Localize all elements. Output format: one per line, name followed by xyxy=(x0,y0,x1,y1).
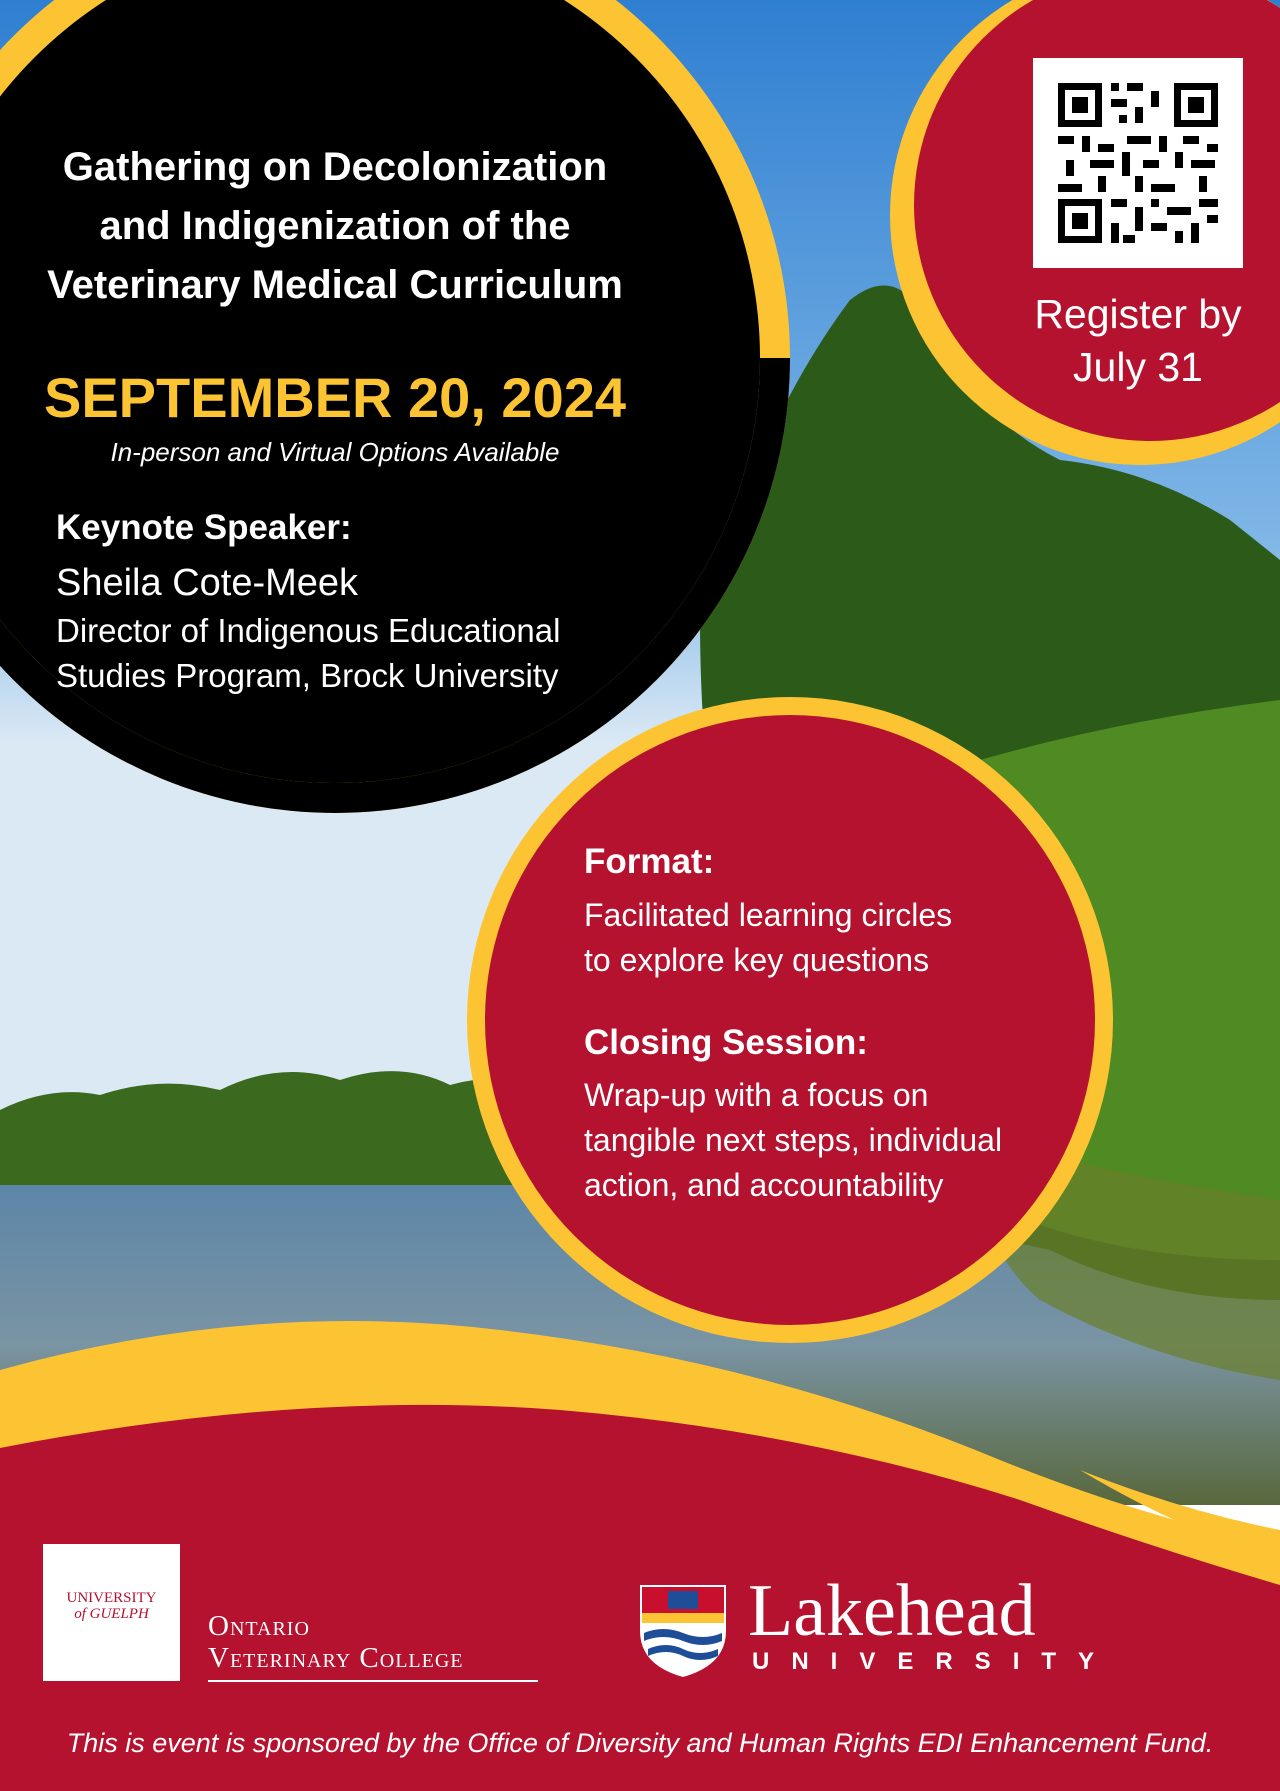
format-line: to explore key questions xyxy=(584,942,930,978)
registration-qr-code[interactable] xyxy=(1033,58,1243,268)
keynote-heading: Keynote Speaker: xyxy=(56,508,352,547)
format-description xyxy=(584,893,1054,983)
qr-code-icon xyxy=(1033,58,1243,268)
closing-line: tangible next steps, individual xyxy=(584,1122,1003,1158)
ontario-veterinary-college-logo xyxy=(208,1610,464,1674)
format-heading: Format: xyxy=(584,842,715,881)
guelph-logo-line: UNIVERSITY xyxy=(66,1590,157,1606)
closing-line: Wrap-up with a focus on xyxy=(584,1077,929,1113)
university-of-guelph-wordmark xyxy=(43,1590,180,1622)
keynote-role-line: Studies Program, Brock University xyxy=(56,657,559,694)
registration-deadline xyxy=(1006,288,1270,394)
registration-line: July 31 xyxy=(1073,344,1203,390)
closing-description xyxy=(584,1073,1054,1208)
ovc-underline xyxy=(208,1680,538,1682)
closing-line: action, and accountability xyxy=(584,1167,944,1203)
guelph-logo-line: of GUELPH xyxy=(74,1606,149,1622)
sponsor-note: This is event is sponsored by the Office of Diversity and Human Rights EDI Enhancement Fund. xyxy=(66,1728,1214,1758)
keynote-role xyxy=(56,608,656,698)
event-date: SEPTEMBER 20, 2024 xyxy=(43,366,627,429)
lakehead-wordmark: Lakehead xyxy=(748,1570,1036,1652)
event-title-line: Veterinary Medical Curriculum xyxy=(47,263,623,307)
format-line: Facilitated learning circles xyxy=(584,897,953,933)
event-title xyxy=(0,138,670,315)
lakehead-subtitle: UNIVERSITY xyxy=(752,1648,1117,1675)
event-title-line: and Indigenization of the xyxy=(99,204,571,248)
keynote-role-line: Director of Indigenous Educational xyxy=(56,612,561,649)
ovc-line: Veterinary College xyxy=(208,1642,464,1674)
ovc-line: Ontario xyxy=(208,1610,310,1642)
lakehead-shield-icon xyxy=(638,1583,728,1679)
registration-line: Register by xyxy=(1034,291,1242,337)
closing-heading: Closing Session: xyxy=(584,1023,868,1062)
event-title-line: Gathering on Decolonization xyxy=(62,145,608,189)
attendance-options: In-person and Virtual Options Available xyxy=(110,437,560,467)
keynote-name: Sheila Cote-Meek xyxy=(56,562,359,604)
